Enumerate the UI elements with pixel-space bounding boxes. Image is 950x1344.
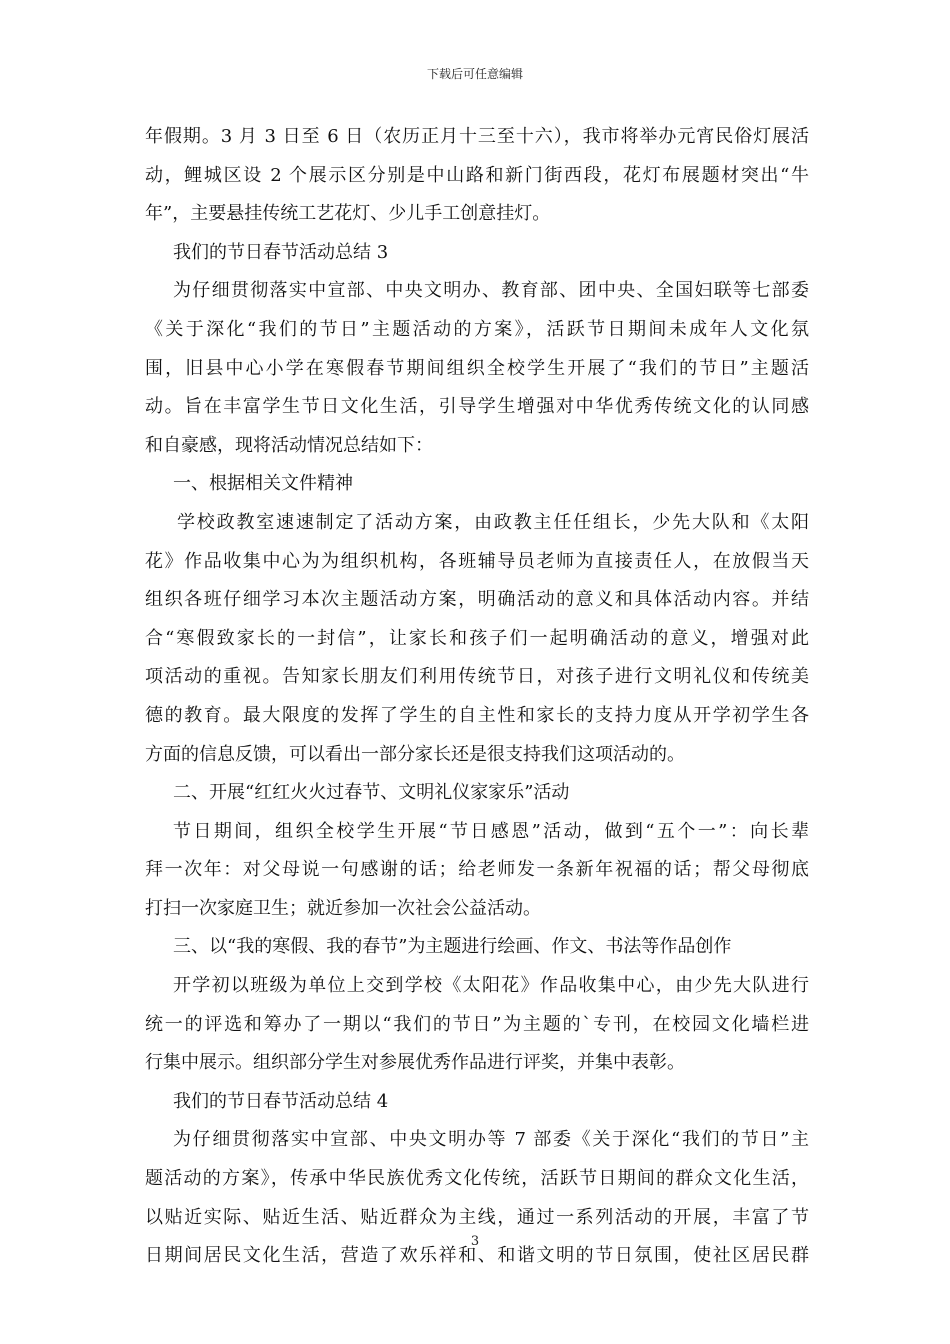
section-heading: 二、开展“红红火火过春节、文明礼仪家家乐”活动 — [173, 782, 570, 804]
text-line: 打扫一次家庭卫生；就近参加一次社会公益活动。 — [145, 897, 541, 919]
section-heading: 一、根据相关文件精神 — [173, 473, 353, 495]
text-line: 合“寒假致家长的一封信”，让家长和孩子们一起明确活动的意义，增强对此 — [145, 627, 809, 649]
text-line: 拜一次年：对父母说一句感谢的话；给老师发一条新年祝福的话；帮父母彻底 — [145, 859, 809, 881]
page-header: 下载后可任意编辑 — [426, 67, 523, 81]
text-line: 年”，主要悬挂传统工艺花灯、少儿手工创意挂灯。 — [145, 203, 551, 225]
section-heading: 我们的节日春节活动总结 3 — [173, 241, 389, 263]
text-line: 日期间居民文化生活，营造了欢乐祥和、和谐文明的节日氛围，使社区居民群 — [145, 1245, 809, 1267]
section-heading: 三、以“我的寒假、我的春节”为主题进行绘画、作文、书法等作品创作 — [173, 936, 732, 958]
text-line: 为仔细贯彻落实中宣部、中央文明办、教育部、团中央、全国妇联等七部委 — [173, 280, 809, 302]
text-line: 年假期。3 月 3 日至 6 日（农历正月十三至十六），我市将举办元宵民俗灯展活 — [145, 126, 809, 147]
text-line: 花》作品收集中心为为组织机构，各班辅导员老师为直接责任人，在放假当天 — [145, 550, 809, 572]
text-line: 学校政教室速速制定了活动方案，由政教主任任组长，少先大队和《太阳 — [177, 511, 809, 533]
text-line: 节日期间，组织全校学生开展“节日感恩”活动，做到“五个一”：向长辈 — [173, 820, 809, 842]
section-heading: 我们的节日春节活动总结 4 — [173, 1090, 389, 1112]
text-line: 为仔细贯彻落实中宣部、中央文明办等 7 部委《关于深化“我们的节日”主 — [173, 1129, 809, 1151]
text-line: 《关于深化“我们的节日”主题活动的方案》，活跃节日期间未成年人文化氛 — [145, 318, 809, 340]
text-line: 动，鲤城区设 2 个展示区分别是中山路和新门街西段，花灯布展题材突出“牛 — [145, 164, 809, 186]
text-line: 围，旧县中心小学在寒假春节期间组织全校学生开展了“我们的节日”主题活 — [145, 357, 809, 379]
text-line: 和自豪感，现将活动情况总结如下： — [145, 434, 433, 456]
text-line: 德的教育。最大限度的发挥了学生的自主性和家长的支持力度从开学初学生各 — [145, 704, 809, 726]
text-line: 统一的评选和筹办了一期以“我们的节日”为主题的`专刊，在校园文化墙栏进 — [145, 1013, 809, 1035]
text-line: 项活动的重视。告知家长朋友们利用传统节日，对孩子进行文明礼仪和传统美 — [145, 666, 809, 688]
text-line: 方面的信息反馈，可以看出一部分家长还是很支持我们这项活动的。 — [145, 743, 685, 765]
page-number: 3 — [470, 1234, 480, 1249]
text-line: 行集中展示。组织部分学生对参展优秀作品进行评奖，并集中表彰。 — [145, 1052, 685, 1074]
text-line: 以贴近实际、贴近生活、贴近群众为主线，通过一系列活动的开展，丰富了节 — [145, 1206, 809, 1228]
document-body — [145, 118, 809, 1276]
text-line: 组织各班仔细学习本次主题活动方案，明确活动的意义和具体活动内容。并结 — [145, 589, 809, 611]
text-line: 动。旨在丰富学生节日文化生活，引导学生增强对中华优秀传统文化的认同感 — [145, 396, 809, 418]
text-line: 题活动的方案》，传承中华民族优秀文化传统，活跃节日期间的群众文化生活， — [145, 1168, 809, 1190]
text-line: 开学初以班级为单位上交到学校《太阳花》作品收集中心，由少先大队进行 — [173, 975, 809, 997]
